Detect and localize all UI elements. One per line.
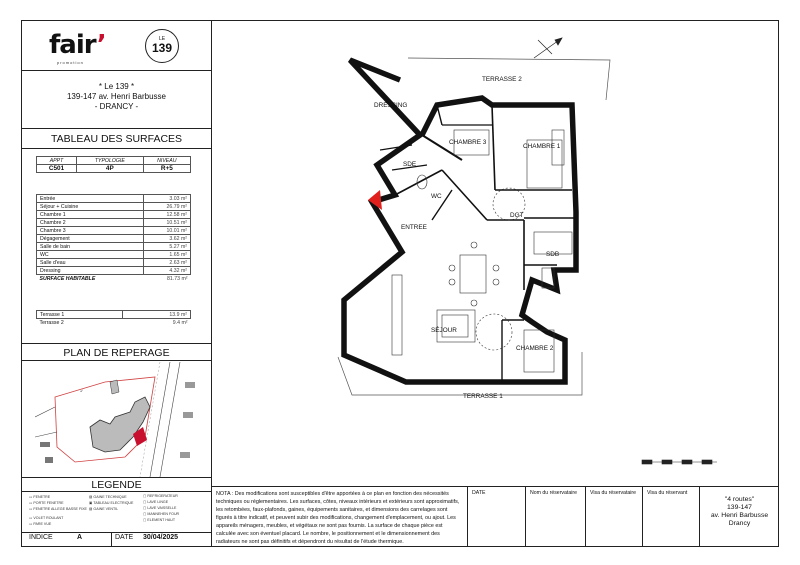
room-label-wc: WC — [431, 193, 442, 200]
legend-item: ▢ ELEMENT HAUT — [143, 518, 176, 522]
legend-item: ▭ PARE VUE — [29, 522, 52, 526]
project-badge: LE 139 — [145, 29, 179, 63]
room-label-chambre3: CHAMBRE 3 — [449, 139, 487, 146]
legend-item: ▢ MANNEHEN FOUR — [143, 512, 180, 516]
legend-item: ▢ LAVE VAISSELLE — [143, 506, 177, 510]
legend-item: ▢ LAVE LINGE — [143, 500, 169, 504]
terrace-table — [36, 310, 191, 327]
floor-plan — [212, 20, 779, 486]
divider — [21, 477, 212, 478]
table-row: Dégagement 3.62 m² — [37, 235, 191, 243]
legal-note: NOTA : Des modifications sont susceptibles d'être apportées à ce plan en fonction des nécessités techniques ou réglementaires. Les surfaces, côtes, niveaux intérieurs et extérieurs sont approximatifs, les retombées, faux-plafonds, gaines, équipements sanitaires, et dimensions des carrelages sont figurés à titre indicatif, et peuvent subir des modifications, changement d'emplacement, ou ajout. Les appareils ménagers, meubles, et végétaux ne sont pas fournis. La surface de chaque pièce est calculée avec son éventuel placard. Le nombre, le positionnement et le dimensionnement des radiateurs ne sont pas définitifs et dépendront du résultat de l'étude thermique. — [216, 491, 460, 545]
divider — [21, 343, 212, 344]
reservant-visa-column: Visa du réservant — [642, 486, 699, 547]
room-label-dgt: DGT — [510, 212, 524, 219]
divider — [21, 532, 212, 533]
table-row: Terrasse 1 13.9 m² — [37, 311, 191, 319]
date-value: 30/04/2025 — [143, 534, 179, 541]
divider — [21, 360, 212, 361]
table-row: Terrasse 2 9.4 m² — [39, 319, 188, 326]
legend-item: ▭ FENETRE ALLEGE BASSE FIXE — [29, 507, 87, 511]
habitable-row: SURFACE HABITABLE 81.73 m² — [39, 275, 188, 282]
legend-item: ▨ GAINE TECHNIQUE — [89, 495, 127, 499]
room-label-terrasse1: TERRASSE 1 — [463, 393, 503, 400]
table-row: Chambre 2 10.51 m² — [37, 219, 191, 227]
indice-value: A — [77, 534, 83, 541]
table-row: Dressing 4.32 m² — [37, 267, 191, 275]
legend-item: ▭ FENETRE — [29, 495, 51, 499]
left-panel — [21, 20, 212, 547]
legend-item: ▨ GAINE VENTIL — [89, 507, 119, 511]
divider — [21, 70, 212, 71]
legend-item: ▣ TABLEAU ELECTRIQUE — [89, 501, 134, 505]
room-label-chambre2: CHAMBRE 2 — [516, 345, 554, 352]
divider — [21, 491, 212, 492]
date-column: DATE — [467, 486, 525, 547]
project-info: "4 routes" 139-147 av. Henri Barbusse Drancy — [699, 486, 779, 547]
legend-title: LEGENDE — [91, 479, 142, 491]
reservataire-name-column: Nom du réservataire — [525, 486, 585, 547]
room-label-sde: SDE — [403, 161, 417, 168]
divider — [21, 148, 212, 149]
brand-sub: promotion — [57, 60, 84, 65]
room-label-terrasse2: TERRASSE 2 — [482, 76, 522, 83]
brand-logo: fair’ — [49, 30, 106, 60]
room-label-entree: ENTREE — [401, 224, 427, 231]
site-plan-map — [35, 362, 200, 477]
apt-table: APPT TYPOLOGIE NIVEAU C501 4P R+5 — [36, 156, 191, 173]
table-row: WC 1.65 m² — [37, 251, 191, 259]
table-row: Chambre 3 10.01 m² — [37, 227, 191, 235]
table-row: Entrée 3.03 m² — [37, 195, 191, 203]
legend-item: ▭ PORTE FENETRE — [29, 501, 64, 505]
svg-text:↙: ↙ — [80, 388, 84, 393]
address-block: * Le 139 * 139-147 av. Henri Barbusse - DRANCY - — [66, 82, 167, 111]
room-label-chambre1: CHAMBRE 1 — [523, 143, 561, 150]
reperage-title: PLAN DE REPERAGE — [63, 347, 170, 359]
surfaces-title: TABLEAU DES SURFACES — [50, 133, 183, 145]
table-row: Salle d'eau 2.63 m² — [37, 259, 191, 267]
indice-label: INDICE — [29, 534, 53, 541]
table-row: Séjour + Cuisine 26.79 m² — [37, 203, 191, 211]
rooms-table — [36, 194, 191, 283]
divider — [21, 128, 212, 129]
reservataire-visa-column: Visa du réservataire — [585, 486, 642, 547]
room-label-sejour: SÉJOUR — [431, 327, 457, 334]
room-label-dressing: DRESSING — [374, 102, 408, 109]
north-arrow-icon — [534, 38, 562, 58]
table-row: Chambre 1 12.58 m² — [37, 211, 191, 219]
legend-item: ▭ VOLET ROULANT — [29, 516, 64, 520]
room-label-sdb: SDB — [546, 251, 560, 258]
table-row: Salle de bain 5.27 m² — [37, 243, 191, 251]
date-label: DATE — [115, 534, 134, 541]
scale-bar — [642, 460, 717, 464]
legend-item: ▢ REFRIGERATEUR — [143, 494, 178, 498]
